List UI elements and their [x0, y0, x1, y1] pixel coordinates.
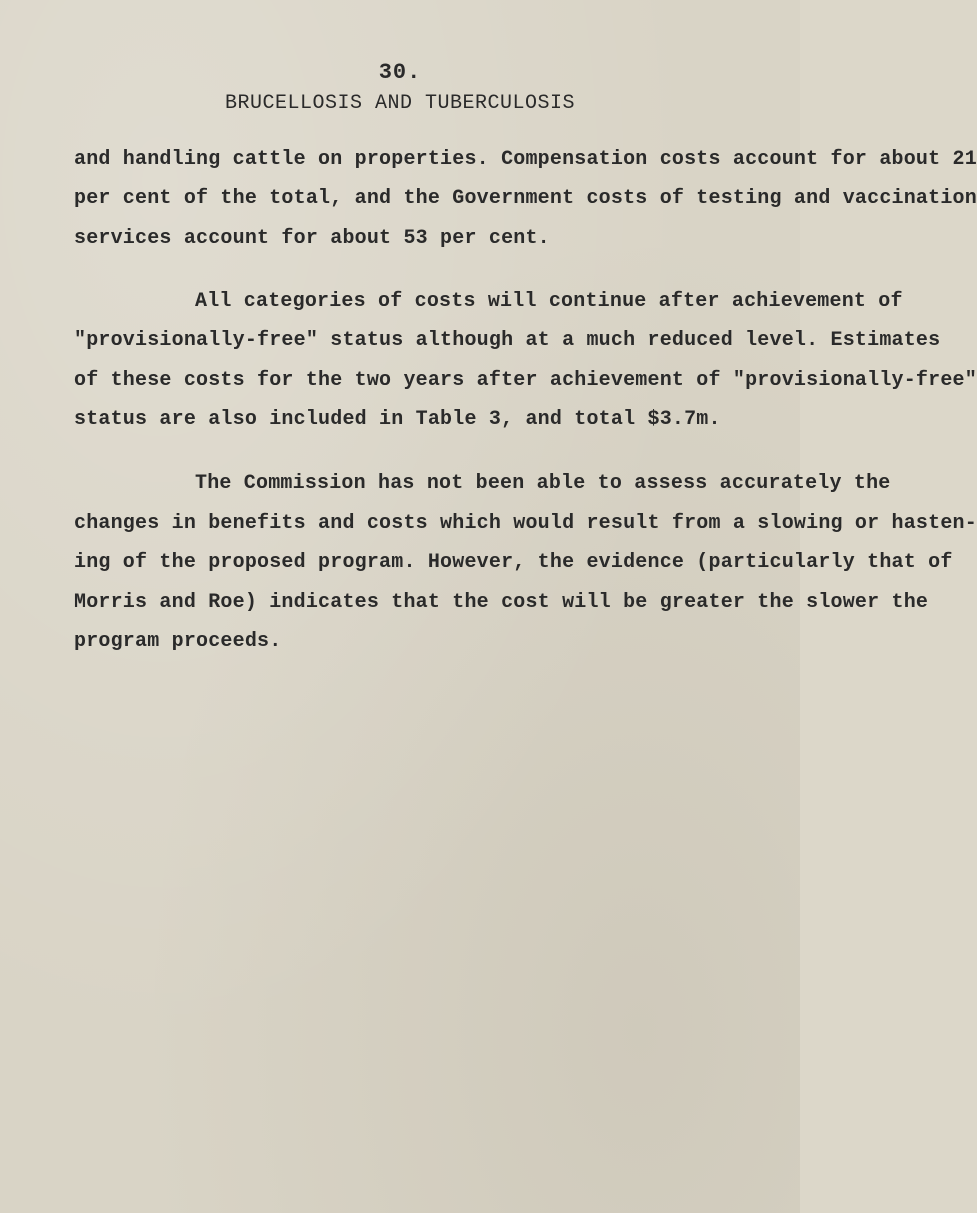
page-number: 30.: [378, 60, 422, 85]
paragraph-3-line-5: program proceeds.: [74, 630, 282, 653]
paragraph-3-line-2: changes in benefits and costs which would result from a slowing or hasten-: [74, 512, 977, 535]
paragraph-2-line-2: "provisionally-free" status although at a much reduced level. Estimates: [74, 329, 941, 352]
paragraph-3-line-3: ing of the proposed program. However, the evidence (particularly that of: [74, 551, 953, 574]
paragraph-3-line-4: Morris and Roe) indicates that the cost will be greater the slower the: [74, 591, 929, 614]
paragraph-3-line-1: The Commission has not been able to assess accurately the: [195, 472, 891, 495]
running-title: BRUCELLOSIS AND TUBERCULOSIS: [224, 92, 576, 115]
paragraph-1-line-3: services account for about 53 per cent.: [74, 227, 550, 250]
paragraph-2-line-3: of these costs for the two years after achievement of "provisionally-free": [74, 369, 977, 392]
paragraph-1-line-1: and handling cattle on properties. Compensation costs account for about 21: [74, 148, 977, 171]
paragraph-1-line-2: per cent of the total, and the Government costs of testing and vaccination: [74, 187, 977, 210]
paragraph-2-line-1: All categories of costs will continue after achievement of: [195, 290, 903, 313]
paragraph-2-line-4: status are also included in Table 3, and total $3.7m.: [74, 408, 721, 431]
